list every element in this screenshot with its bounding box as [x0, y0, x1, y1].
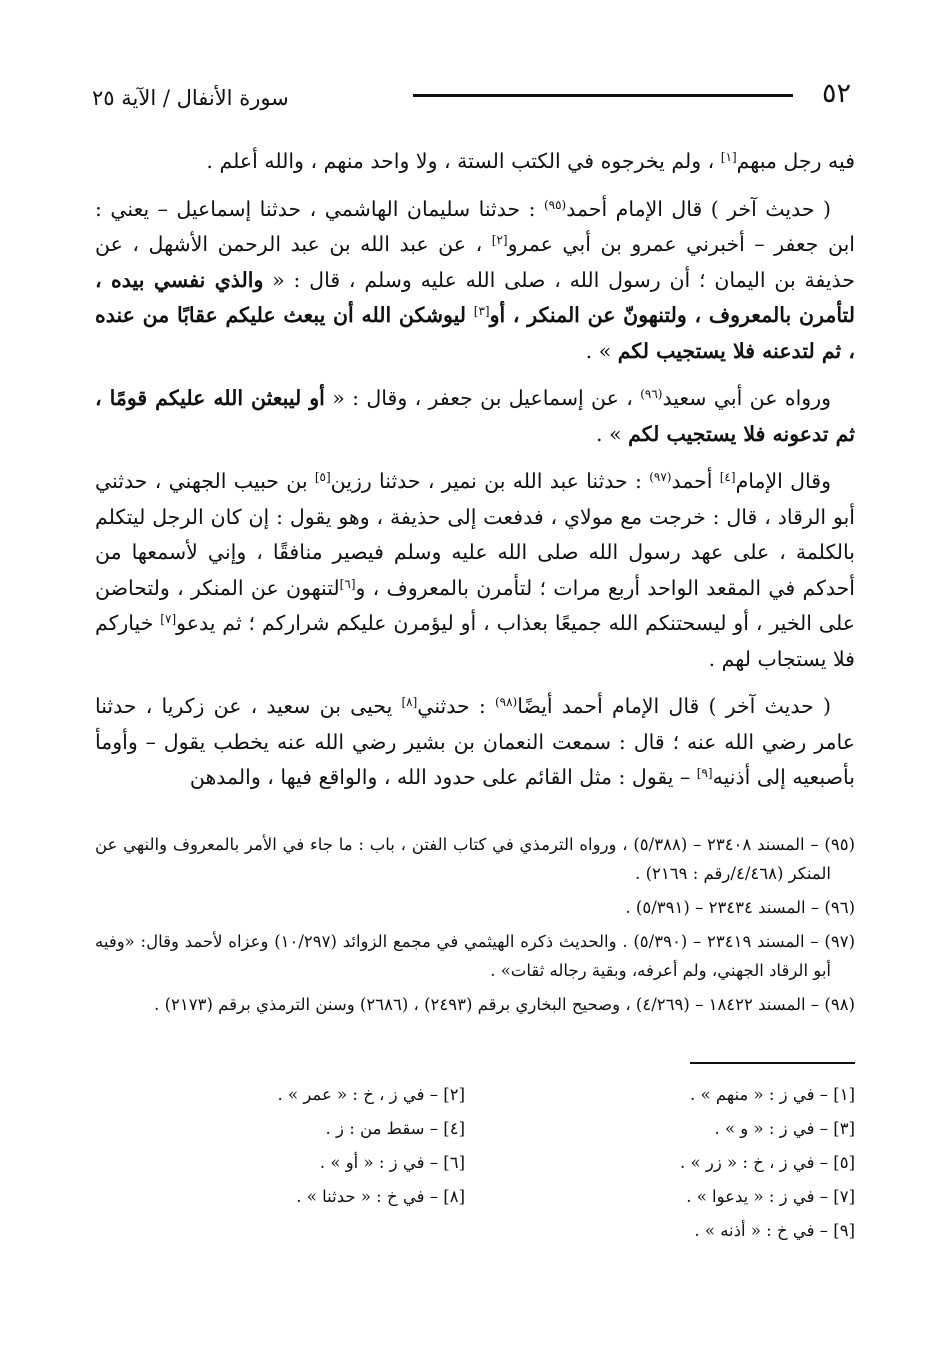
footnote-ref: [٩] [696, 766, 713, 780]
footnote-ref: [٧] [160, 612, 177, 626]
variant-note: [٢] – في ز ، خ : « عمر » . [277, 1085, 465, 1104]
header-rule [413, 94, 793, 97]
text-run: بن حبيب الجهني ، حدثني أبو الرقاد ، قال : خرجت مع مولاي ، فدفعت إلى حذيفة ، وهو يقول : إن كان الرجل ليتكلم بالكلمة ، على عهد رسول الله صلى الله عليه وسلم فيصير منافقًا ، وإني لأسمعها من أحدكم في المقعد الواحد أربع مرات ؛ لتأمرن بالمعروف ، و [95, 469, 855, 600]
variant-note: [٩] – في خ : « أذنه » . [694, 1221, 855, 1240]
footnote-ref: [٥] [314, 470, 331, 484]
text-run: ( حديث آخر ) قال الإمام أحمد أيضًا [517, 694, 831, 718]
variant-note: [٦] – في ز : « أو » . [319, 1153, 465, 1172]
paragraph [95, 192, 855, 370]
text-run: ( حديث آخر ) قال الإمام أحمد [566, 196, 831, 221]
text-run: : حدثني [417, 694, 495, 718]
paragraph [95, 689, 855, 796]
variant-note: [٧] – في ز : « يدعوا » . [686, 1187, 855, 1206]
hadith-text: ليوشكن الله أن يبعث عليكم عقابًا من عنده ، ثم لتدعنه فلا يستجيب لكم [95, 303, 855, 363]
running-head: سورة الأنفال / الآية ٢٥ [92, 86, 289, 110]
footnote: (٩٦) – المسند ٢٣٤٣٤ – (٥/٣٩١) . [625, 898, 855, 917]
text-run: : حدثنا سليمان الهاشمي ، حدثنا إسماعيل – يعني : ابن جعفر – أخبرني عمرو بن أبي عمرو [95, 196, 855, 256]
footnote-ref: (٩٨) [494, 695, 518, 709]
paragraph [95, 144, 855, 180]
text-run: يحيى بن سعيد ، عن زكريا ، حدثنا عامر رضي الله عنه ؛ قال : سمعت النعمان بن بشير رضي الله عنه يخطب يقول – وأومأ بأصبعيه إلى أذنيه [95, 694, 855, 789]
variant-note: [٥] – في ز ، خ : « زر » . [680, 1153, 855, 1172]
footnote-ref: [٣] [473, 304, 490, 318]
footnote: (٩٨) – المسند ١٨٤٢٢ – (٤/٢٦٩) ، وصحيح البخاري برقم (٢٤٩٣) ، (٢٦٨٦) وسنن الترمذي برقم (٢١٧٣) . [154, 995, 855, 1014]
text-run: ، عن إسماعيل بن جعفر ، وقال : « [324, 386, 641, 410]
footnote-ref: [٤] [719, 470, 736, 484]
variant-notes [95, 1078, 855, 1248]
page-number: ٥٢ [821, 78, 851, 109]
footnote-ref: [١] [720, 150, 737, 164]
footnote-ref: (٩٦) [640, 387, 663, 401]
footnote-ref: [٨] [401, 695, 418, 709]
text-run: ورواه عن أبي سعيد [662, 386, 831, 410]
variant-note: [٨] – في خ : « حدثنا » . [296, 1187, 465, 1206]
text-run: أحمد [671, 469, 720, 493]
footnote-ref: [٢] [491, 233, 508, 247]
variant-note: [٣] – في ز : « و » . [714, 1119, 855, 1138]
hadith-text: والذي نفسي بيده ، لتأمرن بالمعروف ، ولتنهونّ عن المنكر ، أو [95, 267, 855, 327]
main-text [95, 144, 855, 808]
footnote-ref: (٩٥) [543, 197, 567, 212]
text-run: » . [596, 421, 629, 446]
hadith-text: أو ليبعثن الله عليكم قومًا ، ثم تدعونه فلا يستجيب لكم [95, 386, 855, 446]
text-run: – يقول : مثل القائم على حدود الله ، والواقع فيها ، والمدهن [189, 765, 697, 789]
text-run: خياركم فلا يستجاب لهم . [95, 611, 855, 671]
footnote: (٩٥) – المسند ٢٣٤٠٨ – (٥/٣٨٨) ، ورواه الترمذي في كتاب الفتن ، باب : ما جاء في الأمر بالمعروف والنهي عن المنكر (٤/٤٦٨/رقم : ٢١٦٩) . [95, 835, 855, 883]
footnotes [95, 830, 855, 1024]
paragraph [95, 464, 855, 677]
text-run: فيه رجل مبهم [736, 149, 855, 173]
text-run: : حدثنا عبد الله بن نمير ، حدثنا رزين [330, 469, 650, 493]
text-run: ، عن عبد الله بن عبد الرحمن الأشهل ، عن حذيفة بن اليمان ؛ أن رسول الله ، صلى الله عليه وسلم ، قال : « [95, 232, 855, 292]
text-run: وقال الإمام [735, 469, 831, 493]
text-run: لتنهون عن المنكر ، ولتحاضن على الخير ، أو ليسحتنكم الله جميعًا بعذاب ، أو ليؤمرن عليكم شراركم ؛ ثم يدعو [95, 575, 855, 635]
text-run: » . [585, 338, 618, 363]
paragraph [95, 381, 855, 452]
variant-note: [١] – في ز : « منهم » . [690, 1085, 855, 1104]
text-run: ، ولم يخرجوه في الكتب الستة ، ولا واحد منهم ، والله أعلم . [206, 149, 721, 173]
footnote: (٩٧) – المسند ٢٣٤١٩ – (٥/٣٩٠) . والحديث ذكره الهيثمي في مجمع الزوائد (١٠/٢٩٧) وعزاه لأحمد وقال: «وفيه أبو الرقاد الجهني، ولم أعرفه، وبقية رجاله ثقات» . [95, 932, 855, 980]
footnote-ref: (٩٧) [649, 470, 672, 484]
footnote-ref: [٦] [339, 576, 356, 591]
footnote-rule [690, 1062, 855, 1064]
variant-note: [٤] – سقط من : ز . [325, 1119, 465, 1138]
